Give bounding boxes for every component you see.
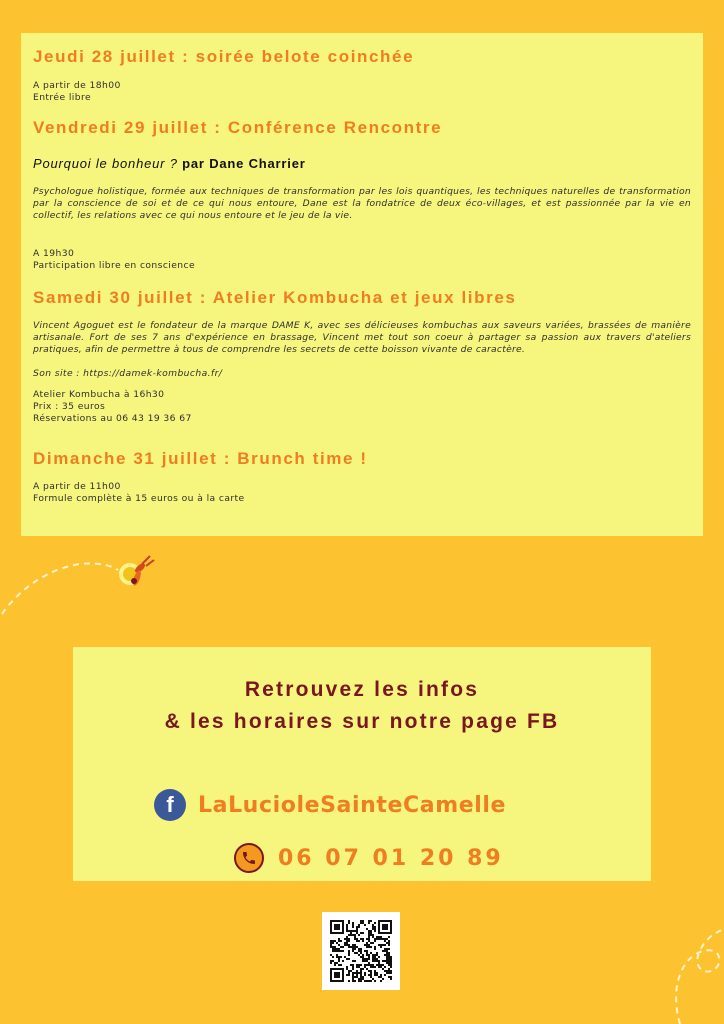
event-title-friday: Vendredi 29 juillet : Conférence Rencontre [33,118,443,137]
event-line: Entrée libre [33,92,91,103]
event-line: Formule complète à 15 euros ou à la carte [33,493,245,504]
cta-line-2: & les horaires sur notre page FB [164,710,560,733]
event-line: Prix : 35 euros [33,401,106,412]
conference-speaker: par Dane Charrier [182,156,306,171]
qr-code [322,912,400,990]
event-title-sunday: Dimanche 31 juillet : Brunch time ! [33,449,368,468]
conference-subtitle [33,156,306,171]
facebook-page-name: LaLucioleSainteCamelle [198,792,507,818]
cta-line-1: Retrouvez les infos [244,678,480,701]
event-line: A partir de 11h00 [33,481,121,492]
phone-link[interactable] [234,843,504,873]
event-title-saturday: Samedi 30 juillet : Atelier Kombucha et jeux libres [33,288,517,307]
phone-icon [234,843,264,873]
event-details-sunday [33,481,245,505]
workshop-site: Son site : https://damek-kombucha.fr/ [33,368,223,379]
firefly-icon [0,548,170,618]
event-line: Participation libre en conscience [33,260,196,271]
event-line: Réservations au 06 43 19 36 67 [33,413,192,424]
phone-number: 06 07 01 20 89 [278,845,504,871]
workshop-description: Vincent Agoguet est le fondateur de la marque DAME K, avec ses délicieuses kombuchas aux saveurs variées, brassées de manière artisanale. Fort de ses 7 ans d'expérience en brassage, Vincent met tout son coeur à partager sa passion aux travers d'ateliers pratiques, afin de permettre à tous de comprendre les secrets de cette boisson vivante de caractère. [33,320,691,355]
conference-question: Pourquoi le bonheur ? [33,156,178,171]
event-details-friday [33,248,195,272]
event-line: Atelier Kombucha à 16h30 [33,389,165,400]
qr-code-pattern [330,920,392,982]
event-details-thursday [33,80,121,104]
conference-description: Psychologue holistique, formée aux techniques de transformation par les lois quantiques, les techniques naturelles de transformation par la conscience de soi et de ce qui nous entoure, Dane est la fondatrice de deux éco-villages, et est passionnée par la vie en collectif, les relations avec ce qui nous entoure et le jeu de la vie. [33,186,691,221]
event-line: A 19h30 [33,248,75,259]
facebook-link[interactable] [154,789,506,821]
event-line: A partir de 18h00 [33,80,121,91]
event-details-saturday [33,389,192,425]
facebook-icon: f [154,789,186,821]
event-title-thursday: Jeudi 28 juillet : soirée belote coinchée [33,47,415,66]
dashed-swirl-decoration [640,900,724,1024]
